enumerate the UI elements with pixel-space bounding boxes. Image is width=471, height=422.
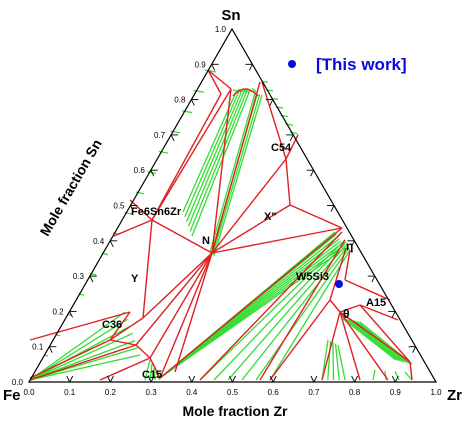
tick-mark <box>212 64 215 70</box>
tie-line <box>348 319 401 361</box>
phase-boundary <box>286 159 290 205</box>
phase-boundary <box>143 220 152 318</box>
tick-mark <box>352 376 355 382</box>
tick-mark <box>107 376 110 382</box>
tick-mark <box>189 376 192 382</box>
legend-label: [This work] <box>316 55 407 74</box>
tick-mark <box>90 276 93 282</box>
phase-boundary <box>290 205 342 228</box>
tick-label-bottom: 0.5 <box>226 388 239 397</box>
tick-mark <box>249 64 252 70</box>
tick-label-left: 0.3 <box>72 272 84 282</box>
vertex-label-fe: Fe <box>3 387 21 404</box>
tick-label-bottom: 0.0 <box>23 388 35 397</box>
tie-line <box>214 242 346 380</box>
tick-mark <box>311 376 314 382</box>
axis-title-bottom: Mole fraction Zr <box>182 403 288 419</box>
tick-label-left: 0.2 <box>52 307 64 317</box>
phase-label-c15: C15 <box>142 369 163 381</box>
tick-mark <box>192 376 195 382</box>
phase-label-a15: A15 <box>366 297 387 309</box>
tick-label-left: 0.5 <box>113 201 125 211</box>
tick-label-bottom: 0.4 <box>186 388 198 397</box>
phase-label-w5si3: W5Si3 <box>296 271 330 283</box>
vertex-label-zr: Zr <box>447 387 462 404</box>
triangle-frame <box>29 29 436 382</box>
tick-label-left: 1.0 <box>214 25 226 34</box>
tick-mark <box>392 376 395 382</box>
axis-title-left: Mole fraction Sn <box>36 136 105 239</box>
phase-boundary <box>208 70 221 94</box>
phase-boundary <box>322 312 340 380</box>
phase-label-eta: η <box>346 239 354 253</box>
tick-label-bottom: 0.1 <box>64 388 76 397</box>
phase-label-c36: C36 <box>102 319 123 331</box>
tick-label-bottom: 0.3 <box>145 388 157 397</box>
tick-label-bottom: 0.2 <box>104 388 116 397</box>
tick-label-bottom: 0.7 <box>308 388 320 397</box>
triangle-outline <box>29 29 436 382</box>
tick-mark <box>314 376 317 382</box>
tick-mark <box>171 135 174 141</box>
tick-mark <box>110 241 113 247</box>
phase-boundary <box>160 228 342 378</box>
tick-mark <box>392 311 395 317</box>
tick-label-left: 0.1 <box>32 342 44 352</box>
phase-label-y: Y <box>131 273 139 285</box>
tie-line <box>187 91 242 221</box>
phase-label-fe6sn6zr: Fe6Sn6Zr <box>131 206 182 218</box>
tie-line <box>194 90 205 92</box>
vertex-label-sn: Sn <box>221 7 241 24</box>
tick-label-bottom: 0.6 <box>267 388 279 397</box>
phase-label-c54: C54 <box>271 142 292 154</box>
tie-line <box>333 343 334 381</box>
tick-mark <box>331 206 334 212</box>
phase-boundary <box>330 300 340 312</box>
tick-label-left: 0.7 <box>153 130 166 140</box>
tick-mark <box>413 347 416 353</box>
tick-label-bottom: 0.8 <box>349 388 361 397</box>
tick-label-left: 0.8 <box>174 95 186 105</box>
tick-mark <box>49 347 52 353</box>
tick-label-left: 0.4 <box>93 236 105 246</box>
tick-mark <box>270 100 273 106</box>
tick-mark <box>110 376 113 382</box>
tick-label-bottom: 1.0 <box>430 388 442 397</box>
tick-mark <box>67 376 70 382</box>
tick-mark <box>70 376 73 382</box>
tie-line <box>373 370 375 380</box>
tick-label-left: 0.6 <box>133 166 145 176</box>
phase-label-x: X" <box>264 211 277 223</box>
tick-mark <box>273 376 276 382</box>
tick-mark <box>191 100 194 106</box>
experimental-point <box>335 280 343 288</box>
tick-mark <box>355 376 358 382</box>
tick-mark <box>290 135 293 141</box>
tick-label-left: 0.0 <box>11 378 23 387</box>
tick-mark <box>233 376 236 382</box>
phase-boundary <box>30 342 136 380</box>
tick-label-bottom: 0.9 <box>389 388 401 397</box>
phase-boundary <box>114 220 152 236</box>
tick-mark <box>311 170 314 176</box>
tick-mark <box>372 276 375 282</box>
phase-boundary <box>208 70 231 89</box>
tick-label-left: 0.9 <box>194 60 206 70</box>
phase-label-n: N <box>202 235 210 247</box>
legend-marker <box>288 60 296 68</box>
phase-label-theta: θ <box>343 307 350 321</box>
